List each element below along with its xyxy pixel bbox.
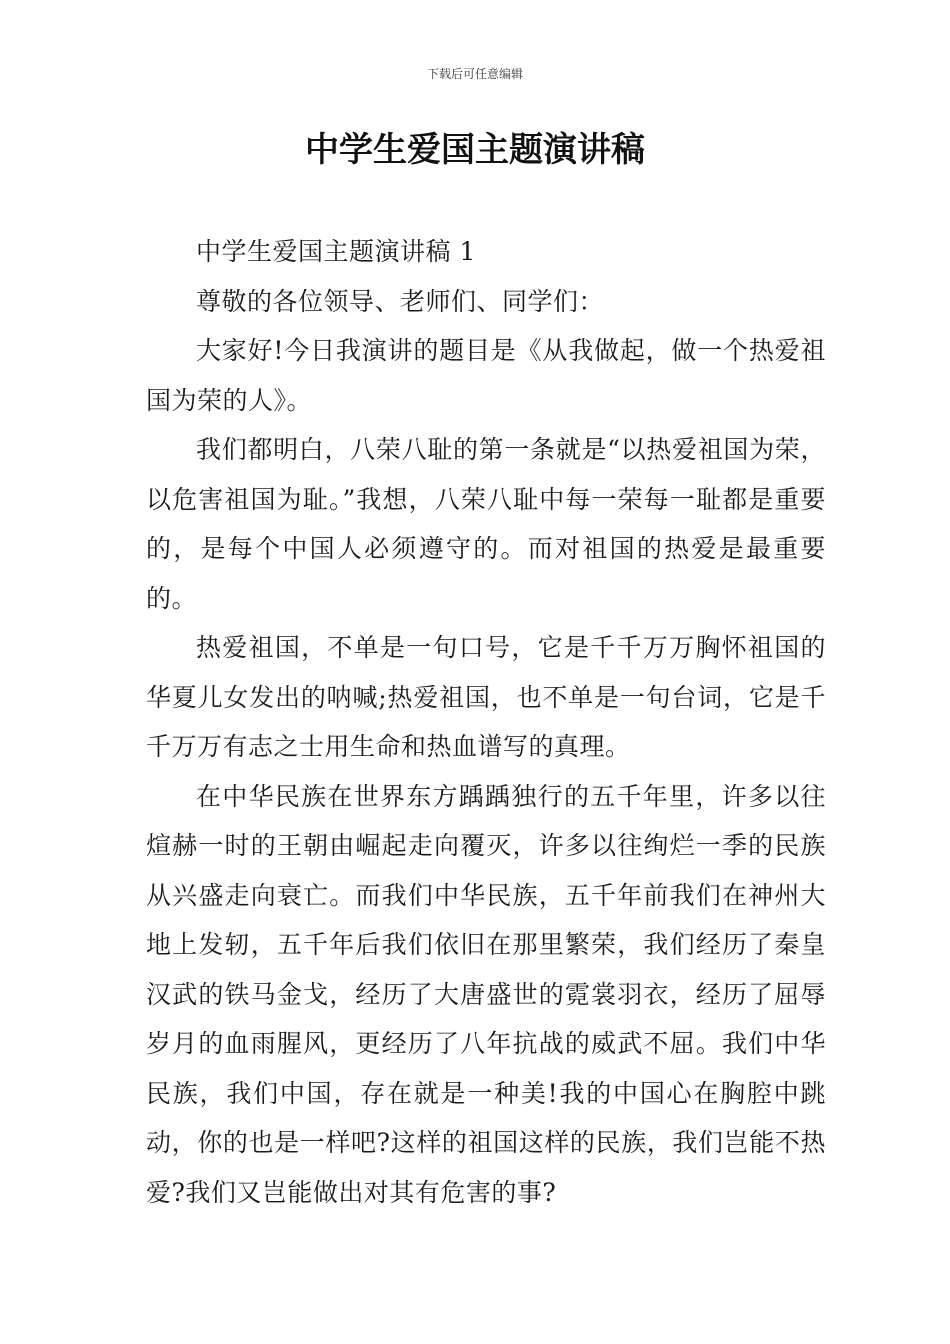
salutation: 尊敬的各位领导、老师们、同学们： xyxy=(196,286,605,316)
document-title: 中学生爱国主题演讲稿 xyxy=(305,130,645,170)
paragraph-greeting: 大家好!今日我演讲的题目是《从我做起，做一个热爱祖国为荣的人》。 xyxy=(146,336,826,415)
paragraph: 热爱祖国，不单是一句口号，它是千千万万胸怀祖国的华夏儿女发出的呐喊;热爱祖国，也不单是一句台词，它是千千万万有志之士用生命和热血谱写的真理。 xyxy=(146,633,826,761)
document-body xyxy=(146,227,826,1217)
paragraph: 在中华民族在世界东方踽踽独行的五千年里，许多以往煊赫一时的王朝由崛起走向覆灭，许多以往绚烂一季的民族从兴盛走向衰亡。而我们中华民族，五千年前我们在神州大地上发轫，五千年后我们依旧在那里繁荣，我们经历了秦皇汉武的铁马金戈，经历了大唐盛世的霓裳羽衣，经历了屈辱岁月的血雨腥风，更经历了八年抗战的威武不屈。我们中华民族，我们中国，存在就是一种美!我的中国心在胸腔中跳动，你的也是一样吧?这样的祖国这样的民族，我们岂能不热爱?我们又岂能做出对其有危害的事? xyxy=(146,781,826,1207)
section-heading: 中学生爱国主题演讲稿 1 xyxy=(196,237,476,266)
paragraph: 我们都明白，八荣八耻的第一条就是“以热爱祖国为荣，以危害祖国为耻。”我想，八荣八耻中每一荣每一耻都是重要的，是每个中国人必须遵守的。而对祖国的热爱是最重要的。 xyxy=(146,435,826,613)
header-note: 下载后可任意编辑 xyxy=(426,67,523,81)
